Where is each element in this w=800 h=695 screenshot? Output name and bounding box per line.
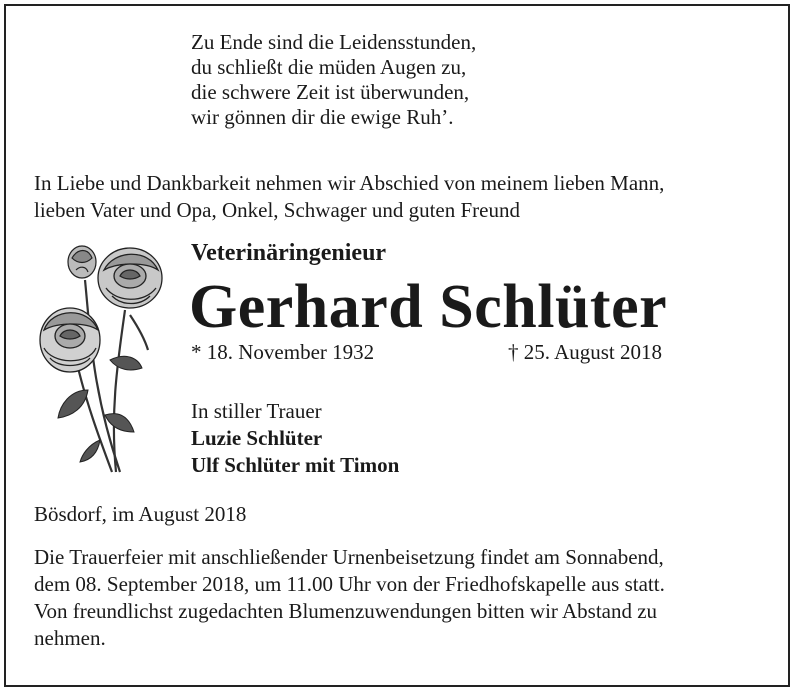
birth-date: * 18. November 1932 — [191, 340, 375, 364]
deceased-profession: Veterinäringenieur — [191, 240, 387, 266]
mourner-name: Ulf Schlüter mit Timon — [191, 453, 400, 477]
notice-line: nehmen. — [34, 626, 106, 650]
poem-line: du schließt die müden Augen zu, — [191, 55, 467, 79]
notice-line: Die Trauerfeier mit anschließender Urnenbeisetzung findet am Sonnabend, — [34, 545, 664, 569]
poem-line: die schwere Zeit ist überwunden, — [191, 80, 470, 104]
poem-line: Zu Ende sind die Leidensstunden, — [191, 30, 477, 54]
mourners-heading: In stiller Trauer — [191, 399, 322, 423]
poem-line: wir gönnen dir die ewige Ruh’. — [191, 105, 454, 129]
mourners — [191, 398, 399, 479]
death-date: † 25. August 2018 — [508, 340, 663, 364]
deceased-name: Gerhard Schlüter — [189, 273, 668, 341]
intro-text — [34, 170, 664, 224]
mourner-name: Luzie Schlüter — [191, 426, 323, 450]
notice-line: Von freundlichst zugedachten Blumenzuwendungen bitten wir Abstand zu — [34, 599, 658, 623]
funeral-notice — [34, 544, 665, 652]
intro-line: lieben Vater und Opa, Onkel, Schwager und guten Freund — [34, 198, 520, 222]
notice-line: dem 08. September 2018, um 11.00 Uhr von der Friedhofskapelle aus statt. — [34, 572, 665, 596]
place-date: Bösdorf, im August 2018 — [34, 502, 247, 526]
poem — [191, 30, 476, 130]
roses-icon — [30, 240, 170, 480]
intro-line: In Liebe und Dankbarkeit nehmen wir Abschied von meinem lieben Mann, — [34, 171, 665, 195]
